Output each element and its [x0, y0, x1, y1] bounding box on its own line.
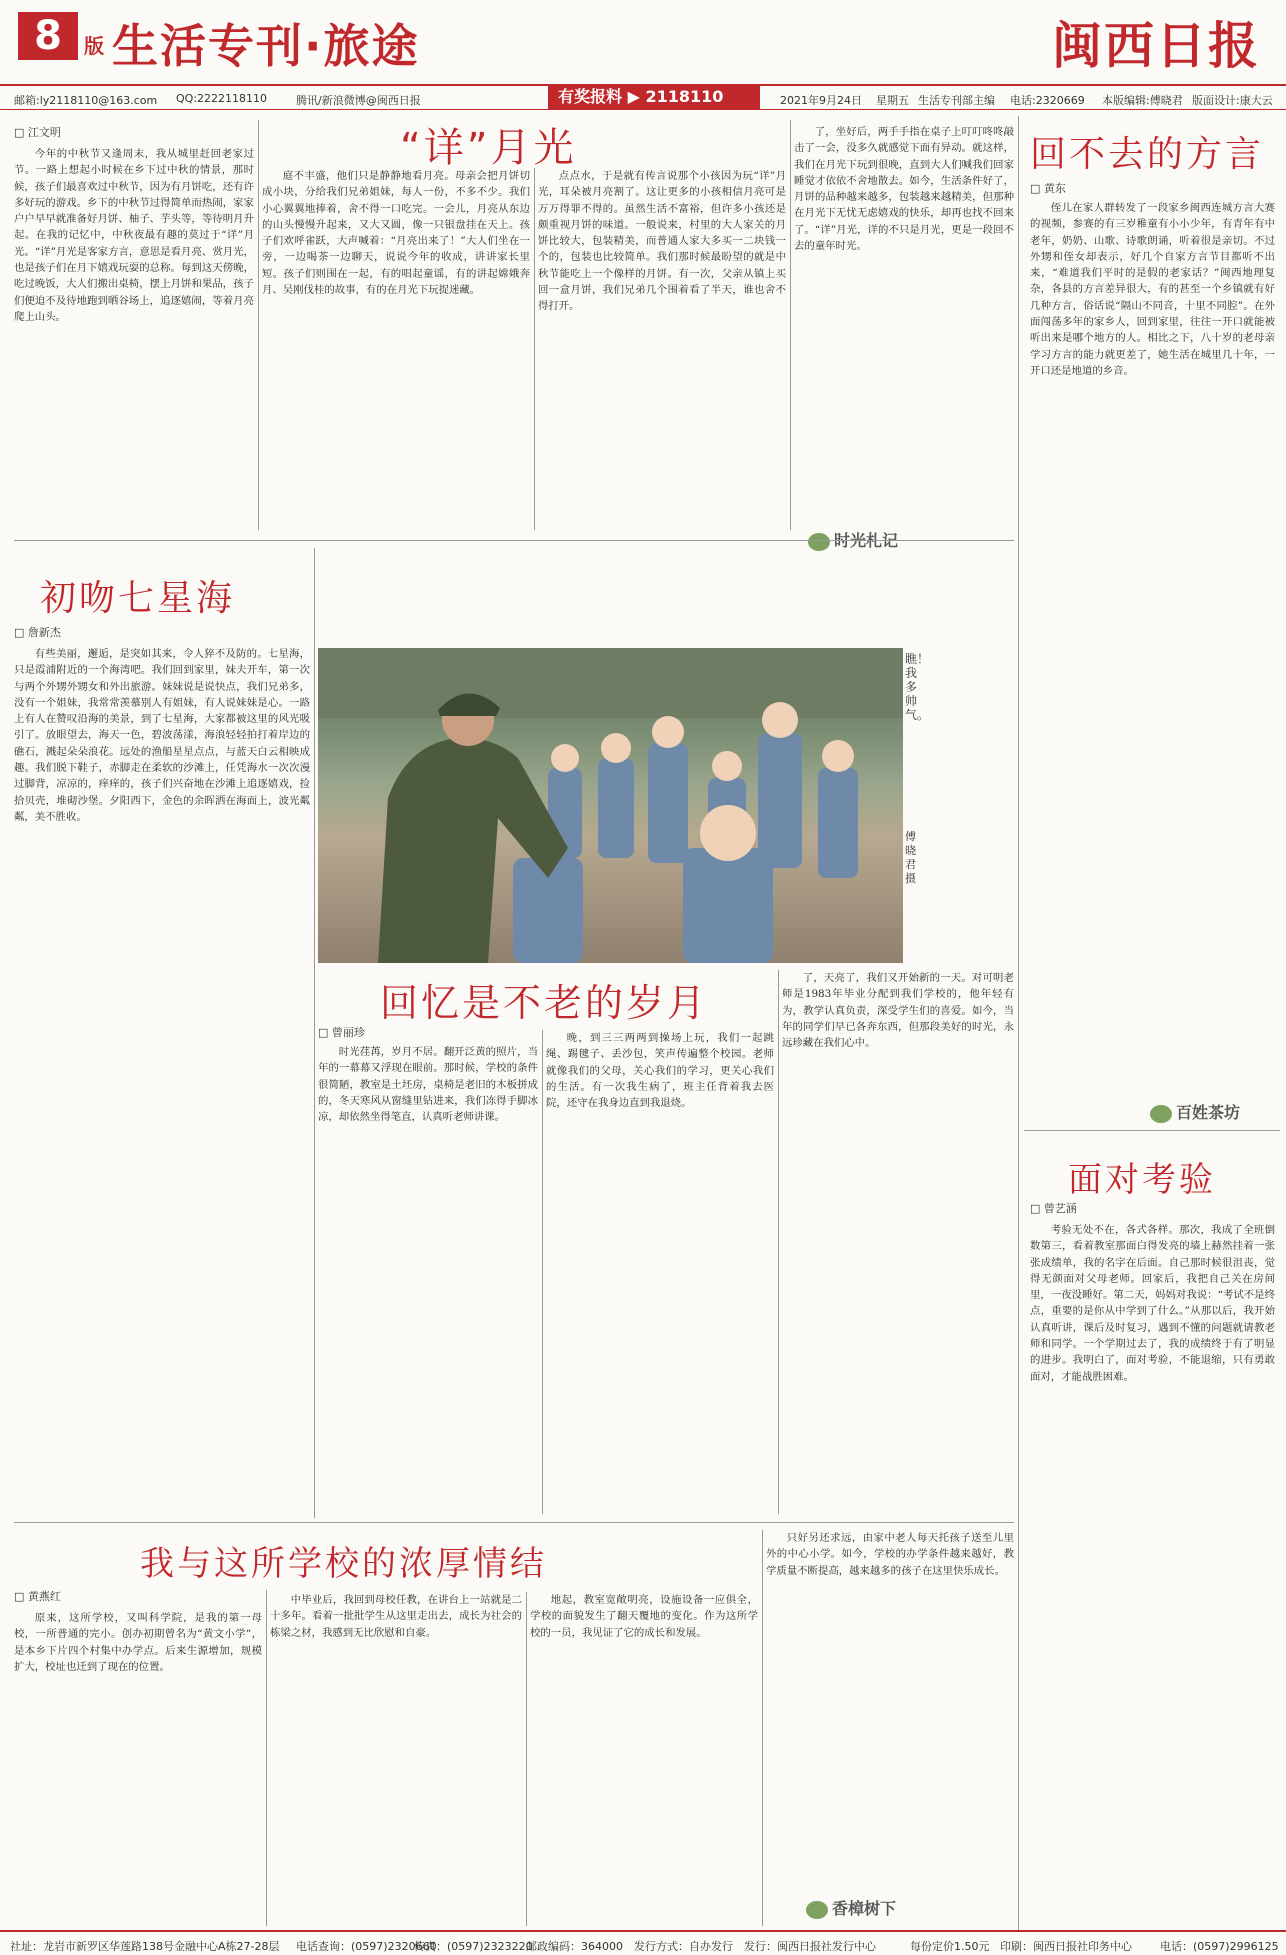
- column-divider: [790, 120, 791, 530]
- column-divider: [266, 1590, 267, 1926]
- article-body-dialect: 侄儿在家人群转发了一段家乡闽西连城方言大赛的视频，参赛的有三岁稚童有小小少年，有青年有中老年，奶奶、山歌、诗歌朗诵，听着很是亲切。不过外甥和侄女却表示，好几个自家方言节目都听不出来，“难道我们平时的是假的老家话？”闽西地理复杂，各县的方言差异很大，有的甚至一个乡镇就有好几种方言，俗话说“隔山不同音，十里不同腔”。在外面闯荡多年的家乡人，回到家里，往往一开口就能被听出来是哪个地方的人。相比之下，八十岁的老母亲学习方言的能力就更差了，她生活在城里几十年，一开口还是地道的乡音。: [1030, 202, 1275, 377]
- office-phone: 电话:2320669: [1010, 94, 1085, 107]
- news-photo-soldier-children: [318, 648, 903, 963]
- issue-date: 2021年9月24日: [780, 94, 862, 107]
- column-badge-time: 时光札记: [808, 528, 898, 551]
- byline-moon: □ 江文明: [14, 124, 61, 140]
- section-divider: [14, 540, 1014, 541]
- leaf-icon: [808, 533, 830, 551]
- column-divider: [542, 1030, 543, 1514]
- tree-icon: [806, 1901, 828, 1919]
- article-title-seven-stars: 初吻七星海: [40, 578, 236, 619]
- byline-seven-stars: □ 詹新杰: [14, 624, 61, 640]
- contact-email[interactable]: 邮箱:ly2118110@163.com: [14, 94, 158, 107]
- contact-qq: QQ:2222118110: [176, 92, 268, 105]
- article-body-school-col2: 晚，到三三两两到操场上玩，我们一起跳绳、踢毽子、丢沙包，笑声传遍整个校园。老师就像我们的父母，关心我们的学习，更关心我们的生活。有一次我生病了，班主任背着我去医院，还守在我身边直到我退烧。: [546, 1032, 774, 1110]
- article-body-school-col1: 时光荏苒，岁月不居。翻开泛黄的照片，当年的一幕幕又浮现在眼前。那时候，学校的条件很简陋，教室是土坯房，桌椅是老旧的木板拼成的，冬天寒风从窗缝里钻进来，我们冻得手脚冰凉，却依然坐得笔直，认真听老师讲课。: [318, 1046, 538, 1124]
- section-divider: [1024, 1130, 1280, 1131]
- byline-school2: □ 黄燕红: [14, 1588, 61, 1604]
- article-title-exam: 面对考验: [1068, 1160, 1216, 1200]
- footer-address: 社址：龙岩市新罗区华莲路138号金融中心A栋27-28层: [10, 1940, 280, 1953]
- footer-print: 印刷：闽西日报社印务中心: [1000, 1940, 1132, 1953]
- article-body-seven-stars: 有些美丽，邂逅，是突如其来，令人猝不及防的。七星海，只是霞浦附近的一个海湾吧。我们回到家里，妹夫开车，第一次与两个外甥外甥女和外出旅游。妹妹说是说快点，我们兄弟多，没有一个姐妹，我常常羡慕别人有姐妹，有人说妹妹是心。一路上有人在赞叹沿海的美景，到了七星海，大家都被这里的风光吸引了。放眼望去，海天一色，碧波荡漾，海浪轻轻拍打着岸边的礁石，溅起朵朵浪花。远处的渔船星星点点，与蓝天白云相映成趣。我们脱下鞋子，赤脚走在柔软的沙滩上，任凭海水一次次漫过脚背，凉凉的，痒痒的，孩子们兴奋地在沙滩上追逐嬉戏，捡拾贝壳，堆砌沙堡。夕阳西下，金色的余晖洒在海面上，波光粼粼，美不胜收。: [14, 648, 310, 823]
- column-divider: [526, 1592, 527, 1926]
- photo-credit: 傅晓君 摄: [905, 830, 916, 885]
- newspaper-logo: 闽西日报: [1052, 16, 1260, 75]
- article-body-moon-col3: 点点水，于是就有传言说那个小孩因为玩“详”月光，耳朵被月亮割了。这让更多的小孩相信月亮可是万万得罪不得的。虽然生活不富裕，但许多小孩还是颇重视月饼的味道。一般说来，村里的大人家关的月饼比较大，包装精美，而普通人家大多买一二块钱一个的，包装也比较简单。我们那时候最盼望的就是中秋节能吃上一个像样的月饼。有一次，父亲从镇上买回一盒月饼，我们兄弟几个围着看了半天，谁也舍不得打开。: [538, 170, 786, 313]
- column-divider: [1018, 116, 1019, 1931]
- photo-caption: 瞧！我多帅气。: [905, 652, 930, 722]
- article-body-school-col3: 了，天亮了，我们又开始新的一天。对可明老师是1983年毕业分配到我们学校的，他年轻有为，教学认真负责，深受学生们的喜爱。如今，当年的同学们早已各奔东西，但那段美好的时光，永远珍藏在我们心中。: [782, 972, 1014, 1050]
- footer-fax: 传真：(0597)2323220: [414, 1940, 533, 1953]
- column-divider: [258, 120, 259, 530]
- footer-print-phone: 电话：(0597)2996125: [1160, 1940, 1279, 1953]
- column-badge-camphor: 香樟树下: [806, 1896, 896, 1919]
- article-body-school2-col3: 地起，教室宽敞明亮，设施设备一应俱全，学校的面貌发生了翻天覆地的变化。作为这所学校的一员，我见证了它的成长和发展。: [530, 1594, 758, 1639]
- footer-distribution: 发行方式：自办发行: [634, 1940, 733, 1953]
- column-divider: [762, 1530, 763, 1926]
- article-title-moon: “详”月光: [400, 125, 577, 171]
- duty-editor: 本版编辑:傅晓君: [1102, 94, 1183, 107]
- news-hotline[interactable]: 有奖报料 ▶ 2118110: [548, 84, 760, 110]
- byline-exam: □ 曾艺涵: [1030, 1200, 1077, 1216]
- article-body-moon-col4: 了，坐好后，两手手指在桌子上叮叮咚咚敲击了一会，没多久就感觉下面有异动。就这样，我们在月光下玩到很晚，直到大人们喊我们回家睡觉才依依不舍地散去。如今，生活条件好了，月饼的品种越来越多，包装越来越精美，但那种在月光下无忧无虑嬉戏的快乐，却再也找不回来了。“详”月光，详的不只是月光，更是一段回不去的童年时光。: [794, 126, 1014, 253]
- footer-issue: 发行：闽西日报社发行中心: [744, 1940, 876, 1953]
- page-number: 8: [18, 12, 78, 60]
- article-body-school2-col4: 只好另还求远，由家中老人每天托孩子送至儿里外的中心小学。如今，学校的办学条件越来越好，教学质量不断提高，越来越多的孩子在这里快乐成长。: [766, 1532, 1014, 1577]
- article-body-moon-col2: 庭不丰盛，他们只是静静地看月亮。母亲会把月饼切成小块，分给我们兄弟姐妹，每人一份，不多不少。我们小心翼翼地捧着，舍不得一口吃完。一会儿，月亮从东边的山头慢慢升起来，又大又圆，像一只银盘挂在天上。孩子们欢呼雀跃，大声喊着：“月亮出来了！”大人们坐在一旁，一边喝茶一边聊天，说说今年的收成，讲讲家长里短。孩子们则围在一起，有的唱起童谣，有的讲起嫦娥奔月、吴刚伐桂的故事，有的在月光下玩捉迷藏。: [262, 170, 530, 297]
- column-badge-tea: 百姓茶坊: [1150, 1100, 1240, 1123]
- article-body-moon-col1: 今年的中秋节又逢周末，我从城里赶回老家过节。一路上想起小时候在乡下过中秋的情景，那时候，孩子们最喜欢过中秋节，因为有月饼吃，还有许多好玩的游戏。乡下的中秋节过得简单而热闹，家家户户早早就准备好月饼、柚子、芋头等，等待明月升起。在我的记忆中，中秋夜最有趣的莫过于“详”月光。“详”月光是客家方言，意思是看月亮、赏月光，也是孩子们在月下嬉戏玩耍的总称。每到这天傍晚，吃过晚饭，大人们搬出桌椅，摆上月饼和果品，孩子们便迫不及待地跑到晒谷场上，追逐嬉闹，等着月亮爬上山头。: [14, 148, 254, 323]
- contact-weibo: 腾讯/新浪微博@闽西日报: [296, 94, 421, 107]
- column-divider: [314, 548, 315, 1518]
- section-divider: [14, 1522, 1014, 1523]
- footer: [0, 1930, 1286, 1955]
- section-title: 生活专刊·旅途: [112, 19, 420, 73]
- page-suffix: 版: [84, 34, 104, 58]
- byline-school: □ 曾丽珍: [318, 1024, 365, 1040]
- byline-dialect: □ 黄东: [1030, 180, 1066, 196]
- column-divider: [534, 168, 535, 530]
- article-body-exam: 考验无处不在，各式各样。那次，我成了全班倒数第三，看着教室那面白得发亮的墙上赫然挂着一张张成绩单，我的名字在后面。自己那时候很沮丧，觉得无颜面对父母老师。回家后，我把自己关在房间里，一夜没睡好。第二天，妈妈对我说：“考试不是终点，重要的是你从中学到了什么。”从那以后，我开始认真听讲，课后及时复习，遇到不懂的问题就请教老师和同学。一个学期过去了，我的成绩终于有了明显的进步。我明白了，面对考验，不能退缩，只有勇敢面对，才能战胜困难。: [1030, 1224, 1275, 1383]
- article-title-school: 回忆是不老的岁月: [380, 981, 709, 1025]
- article-title-dialect: 回不去的方言: [1030, 134, 1265, 175]
- page-design: 版面设计:康大云: [1192, 94, 1273, 107]
- article-body-school2-col1: 原来，这所学校，又叫科学院，是我的第一母校，一所普通的完小。创办初期曾名为“黄文小学”，是本乡下片四个村集中办学点。后来生源增加，规模扩大，校址也迁到了现在的位置。: [14, 1612, 262, 1673]
- masthead: [0, 0, 1286, 84]
- footer-phone: 电话查询：(0597)2320660: [296, 1940, 437, 1953]
- editor-office: 生活专刊部主编: [918, 94, 995, 107]
- column-divider: [778, 970, 779, 1514]
- article-body-school2-col2: 中毕业后，我回到母校任教，在讲台上一站就是二十多年。看着一批批学生从这里走出去，成长为社会的栋梁之材，我感到无比欣慰和自豪。: [270, 1594, 522, 1639]
- footer-postal: 邮政编码：364000: [526, 1940, 623, 1953]
- issue-weekday: 星期五: [876, 94, 909, 107]
- tea-cup-icon: [1150, 1105, 1172, 1123]
- article-title-school2: 我与这所学校的浓厚情结: [140, 1544, 547, 1584]
- footer-price: 每份定价1.50元: [910, 1940, 990, 1953]
